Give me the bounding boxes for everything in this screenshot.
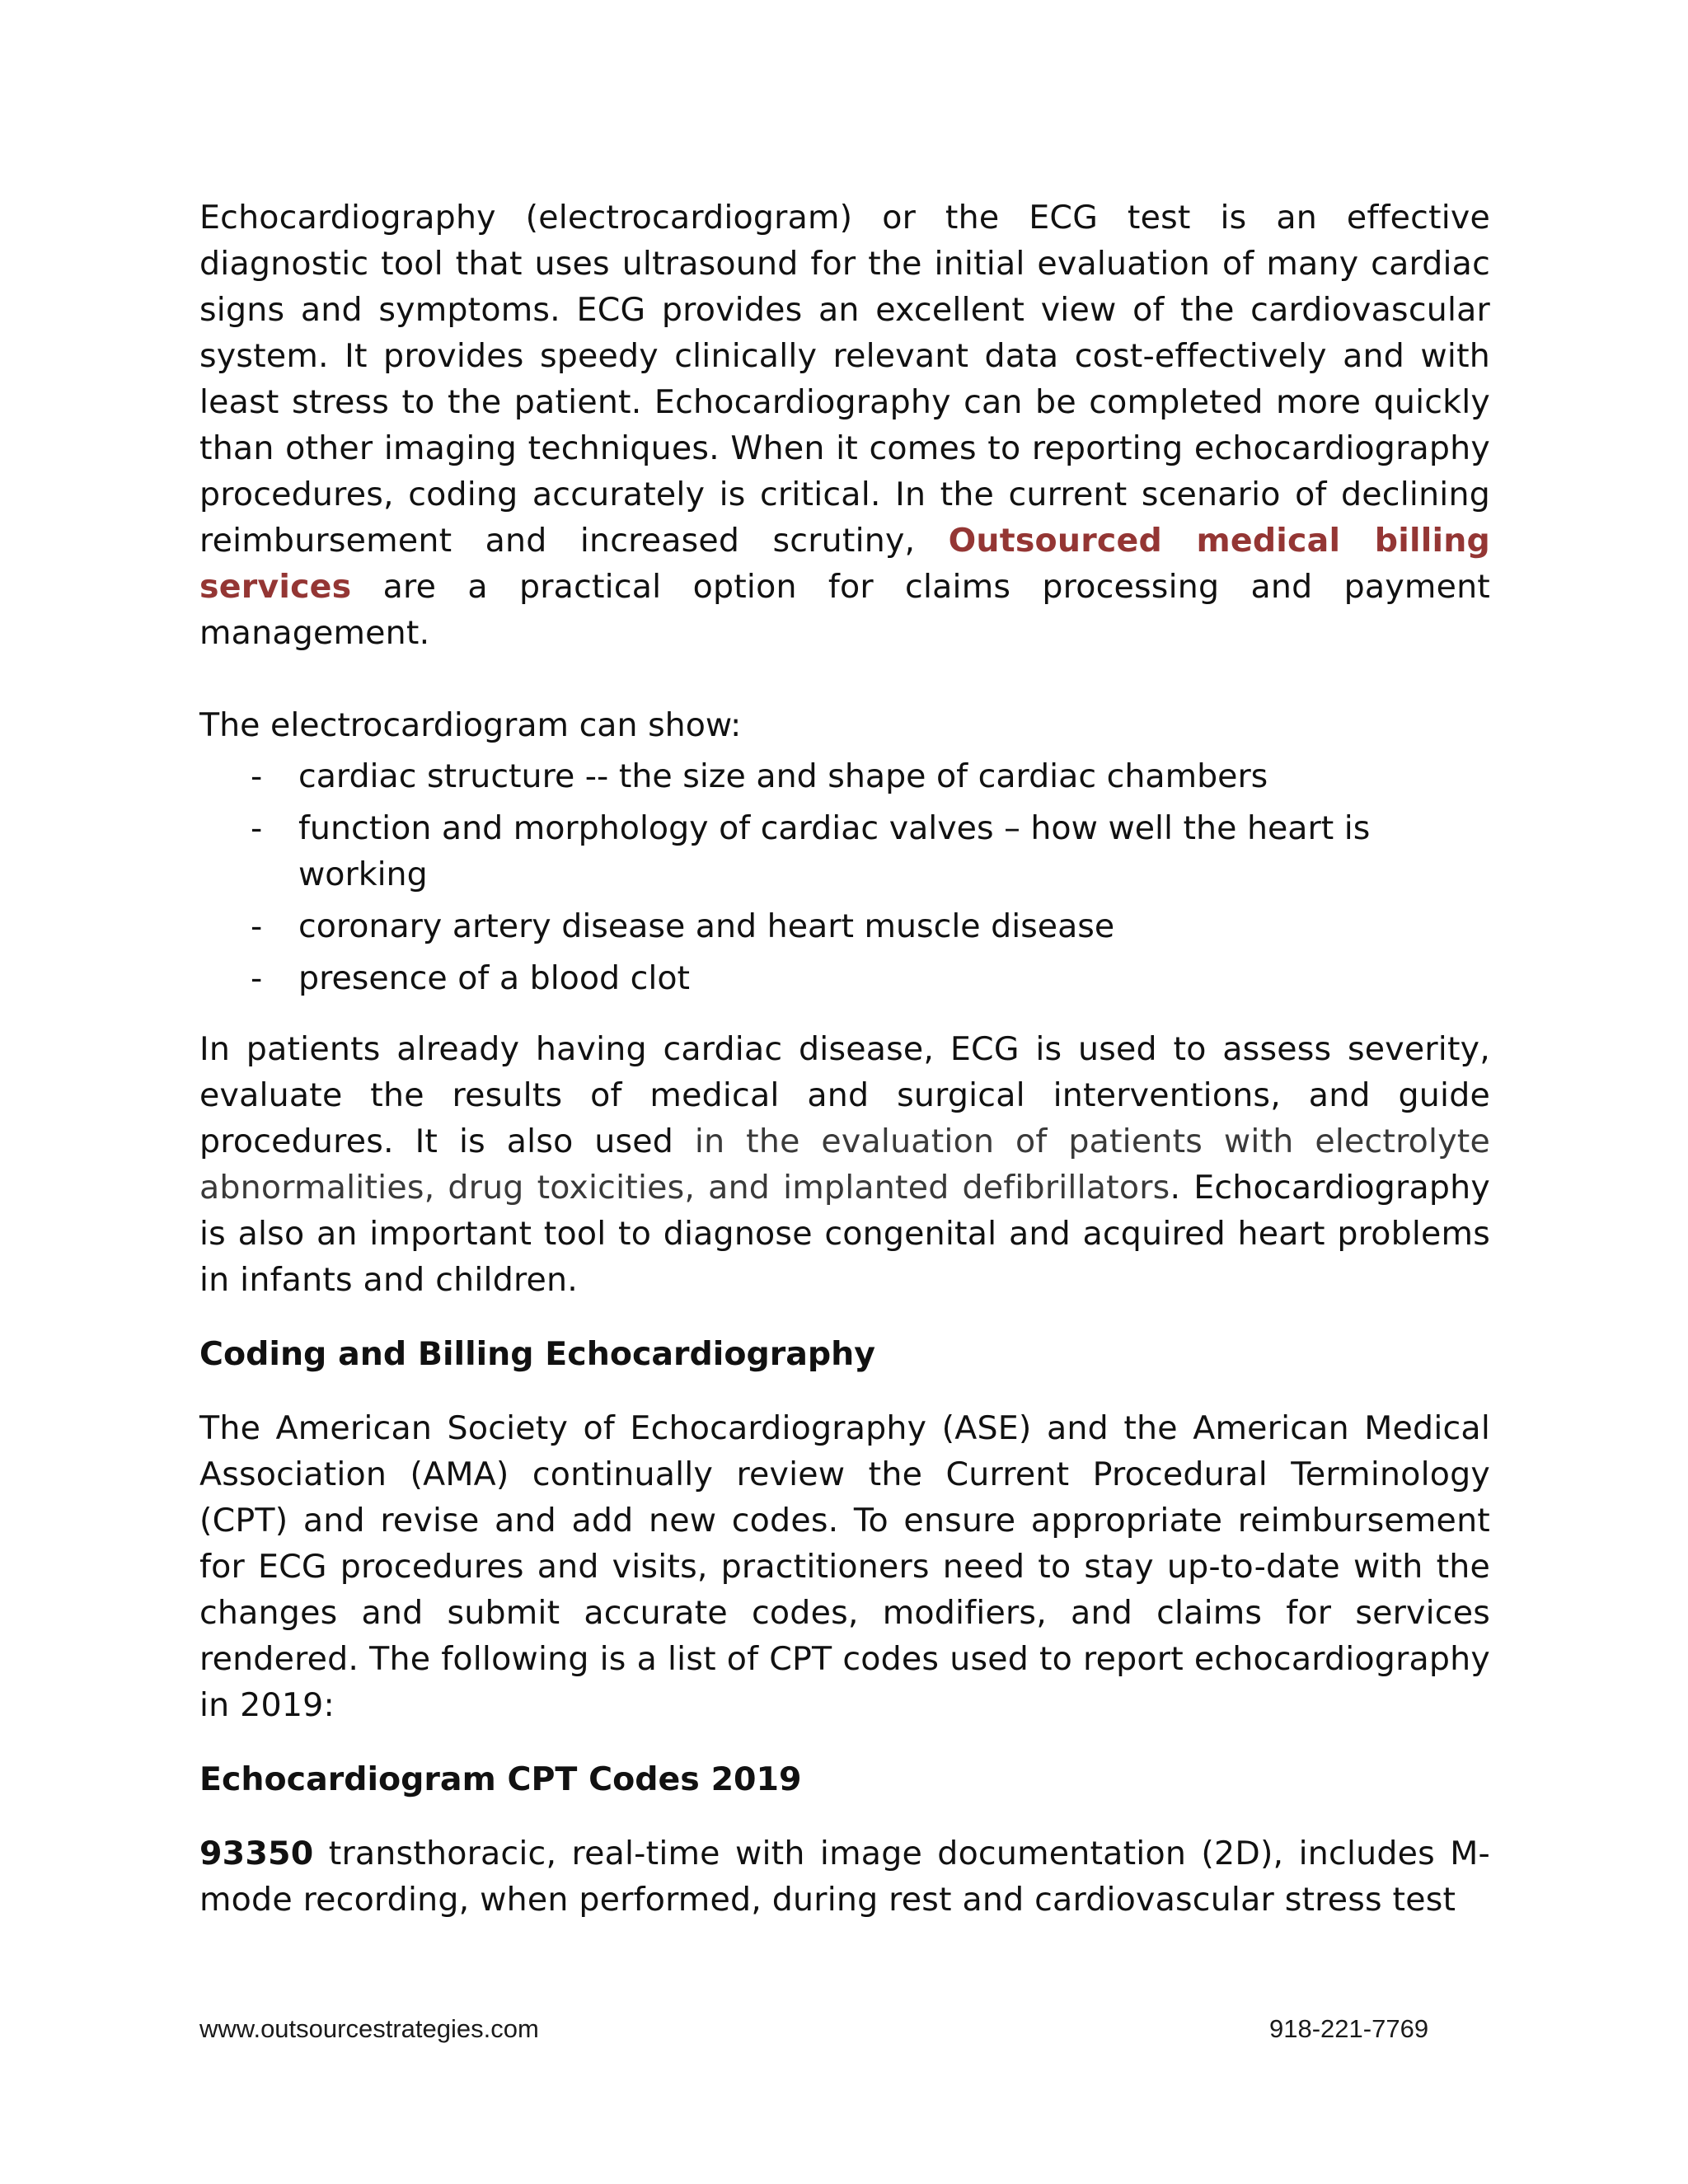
cpt-codes-heading: Echocardiogram CPT Codes 2019 — [199, 1760, 802, 1798]
list-item — [199, 805, 1490, 898]
intro-text-start: Echocardiography (electrocardiogram) or the ECG test is an effective diagnostic tool that uses ultrasound for the initial evaluation of many cardiac signs and symptoms. ECG provides an excellent view of the cardiovascular system. It provides speedy clinically relevant data cost-effectively and with least stress to the patient. Echocardiography can be completed more quickly than other imaging techniques. When it comes to reporting echocardiography procedures, coding accurately is critical. In the current scenario of declining reimbursement and increased scrutiny, — [199, 199, 1490, 560]
cpt-code-number: 93350 — [199, 1835, 314, 1872]
assessment-text-muted: in the evaluation of patients with electrolyte abnormalities, drug toxicities, and implanted defibrillators — [199, 1122, 1490, 1207]
findings-list — [199, 753, 1490, 1001]
bullet-dash: - — [251, 757, 263, 795]
footer-phone: 918-221-7769 — [1269, 2014, 1429, 2043]
intro-paragraph — [199, 194, 1490, 656]
list-item-text: presence of a blood clot — [298, 959, 690, 997]
coding-billing-paragraph: The American Society of Echocardiography (ASE) and the American Medical Association (AMA) continually review the Current Procedural Terminology (CPT) and revise and add new codes. To ensure appropriate reimbursement for ECG procedures and visits, practitioners need to stay up-to-date with the changes and submit accurate codes, modifiers, and claims for services rendered. The following is a list of CPT codes used to report echocardiography in 2019: — [199, 1409, 1490, 1724]
footer-website: www.outsourcestrategies.com — [199, 2014, 539, 2043]
list-item — [199, 753, 1490, 799]
list-item-text: cardiac structure -- the size and shape of cardiac chambers — [298, 757, 1268, 795]
bullet-dash: - — [251, 959, 263, 997]
assessment-text-start: In patients already having cardiac disease, ECG is used to assess severity, evaluate the results of medical and surgical interventions, and guide procedures. It is also used — [199, 1030, 1490, 1160]
intro-text-end: are a practical option for claims processing and payment management. — [199, 568, 1490, 652]
list-item — [199, 903, 1490, 949]
list-item-text: function and morphology of cardiac valves – how well the heart is working — [298, 809, 1371, 893]
bullet-dash: - — [251, 907, 263, 945]
assessment-text-end: . Echocardiography is also an important tool to diagnose congenital and acquired heart problems in infants and children. — [199, 1169, 1490, 1299]
document-page — [199, 194, 1490, 1923]
cpt-code-entry — [199, 1830, 1490, 1923]
list-intro: The electrocardiogram can show: — [199, 706, 742, 744]
list-item — [199, 955, 1490, 1001]
list-item-text: coronary artery disease and heart muscle disease — [298, 907, 1115, 945]
coding-billing-heading: Coding and Billing Echocardiography — [199, 1335, 876, 1373]
outsourced-billing-link[interactable]: Outsourced medical billing services — [199, 522, 1490, 606]
bullet-dash: - — [251, 809, 263, 847]
cpt-code-description: transthoracic, real-time with image documentation (2D), includes M-mode recording, when performed, during rest and cardiovascular stress test — [199, 1835, 1490, 1919]
assessment-paragraph — [199, 1026, 1490, 1303]
